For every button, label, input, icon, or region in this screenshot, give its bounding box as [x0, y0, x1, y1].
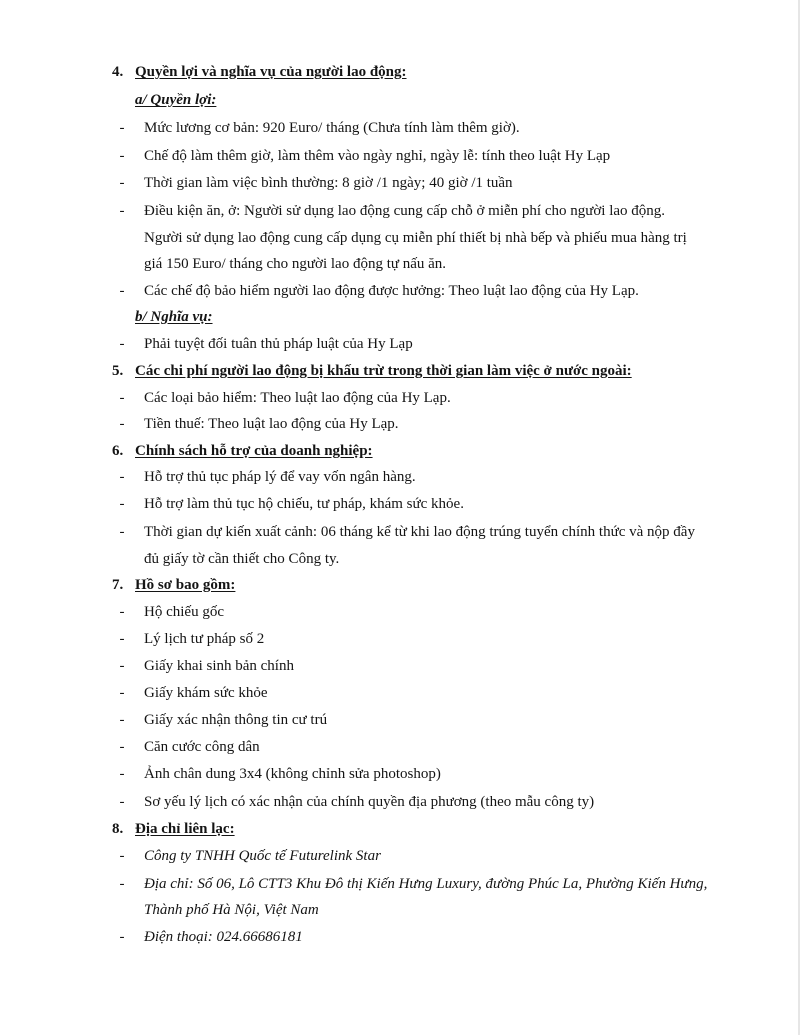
bullet-dash: -: [119, 283, 125, 299]
list-item: Tiền thuế: Theo luật lao động của Hy Lạp.: [144, 416, 399, 432]
bullet-dash: -: [119, 390, 125, 406]
bullet-dash: -: [119, 203, 125, 219]
bullet-dash: -: [119, 766, 125, 782]
list-item: Thời gian làm việc bình thường: 8 giờ /1 ngày; 40 giờ /1 tuần: [144, 175, 513, 191]
list-item: Ảnh chân dung 3x4 (không chỉnh sửa photoshop): [144, 766, 441, 782]
company-address-continuation: Thành phố Hà Nội, Việt Nam: [144, 902, 319, 918]
bullet-dash: -: [119, 496, 125, 512]
bullet-dash: -: [119, 524, 125, 540]
bullet-dash: -: [119, 631, 125, 647]
bullet-dash: -: [119, 175, 125, 191]
company-name: Công ty TNHH Quốc tế Futurelink Star: [144, 848, 381, 864]
list-item: Các loại bảo hiểm: Theo luật lao động của Hy Lạp.: [144, 390, 451, 406]
list-item: Phải tuyệt đối tuân thủ pháp luật của Hy Lạp: [144, 336, 413, 352]
bullet-dash: -: [119, 876, 125, 892]
list-item: Hộ chiếu gốc: [144, 604, 224, 620]
section-7-number: 7.: [112, 577, 124, 593]
list-item: Chế độ làm thêm giờ, làm thêm vào ngày nghỉ, ngày lễ: tính theo luật Hy Lạp: [144, 148, 611, 164]
section-8-title: Địa chỉ liên lạc:: [135, 821, 235, 837]
list-item: Thời gian dự kiến xuất cảnh: 06 tháng kể từ khi lao động trúng tuyển chính thức và nộp đầy: [144, 524, 695, 540]
list-item: Lý lịch tư pháp số 2: [144, 631, 265, 647]
section-8-number: 8.: [112, 821, 124, 837]
list-item: Điều kiện ăn, ở: Người sử dụng lao động cung cấp chỗ ở miễn phí cho người lao động.: [144, 203, 666, 219]
section-5-number: 5.: [112, 363, 124, 379]
bullet-dash: -: [119, 416, 125, 432]
bullet-dash: -: [119, 148, 125, 164]
bullet-dash: -: [119, 712, 125, 728]
bullet-dash: -: [119, 469, 125, 485]
section-4-number: 4.: [112, 64, 124, 80]
list-item: Căn cước công dân: [144, 739, 260, 755]
section-4a-title: a/ Quyền lợi:: [135, 92, 217, 108]
section-7-title: Hồ sơ bao gồm:: [135, 577, 236, 593]
list-item: Giấy khai sinh bản chính: [144, 658, 294, 674]
company-phone: Điện thoại: 024.66686181: [144, 929, 303, 945]
list-item: Sơ yếu lý lịch có xác nhận của chính quyền địa phương (theo mẫu công ty): [144, 794, 595, 810]
bullet-dash: -: [119, 604, 125, 620]
section-6-number: 6.: [112, 443, 124, 459]
list-item: Mức lương cơ bản: 920 Euro/ tháng (Chưa tính làm thêm giờ).: [144, 120, 520, 136]
section-4b-title: b/ Nghĩa vụ:: [135, 309, 213, 325]
section-5-title: Các chi phí người lao động bị khấu trừ trong thời gian làm việc ở nước ngoài:: [135, 363, 632, 379]
bullet-dash: -: [119, 848, 125, 864]
bullet-dash: -: [119, 929, 125, 945]
list-item: Hỗ trợ làm thủ tục hộ chiếu, tư pháp, khám sức khỏe.: [144, 496, 464, 512]
bullet-dash: -: [119, 336, 125, 352]
list-item-continuation: giá 150 Euro/ tháng cho người lao động tự nấu ăn.: [144, 256, 447, 272]
section-4-title: Quyền lợi và nghĩa vụ của người lao động:: [135, 64, 407, 80]
section-6-title: Chính sách hỗ trợ của doanh nghiệp:: [135, 443, 373, 459]
list-item: Các chế độ bảo hiểm người lao động được hưởng: Theo luật lao động của Hy Lạp.: [144, 283, 639, 299]
bullet-dash: -: [119, 120, 125, 136]
bullet-dash: -: [119, 739, 125, 755]
list-item: Giấy khám sức khỏe: [144, 685, 268, 701]
bullet-dash: -: [119, 685, 125, 701]
bullet-dash: -: [119, 794, 125, 810]
list-item-continuation: Người sử dụng lao động cung cấp dụng cụ miễn phí thiết bị nhà bếp và phiếu mua hàng trị: [144, 230, 687, 246]
list-item: Hỗ trợ thủ tục pháp lý để vay vốn ngân hàng.: [144, 469, 416, 485]
list-item-continuation: đủ giấy tờ cần thiết cho Công ty.: [144, 551, 340, 567]
bullet-dash: -: [119, 658, 125, 674]
list-item: Giấy xác nhận thông tin cư trú: [144, 712, 328, 728]
company-address: Địa chỉ: Số 06, Lô CTT3 Khu Đô thị Kiến Hưng Luxury, đường Phúc La, Phường Kiến Hưng,: [144, 876, 708, 892]
